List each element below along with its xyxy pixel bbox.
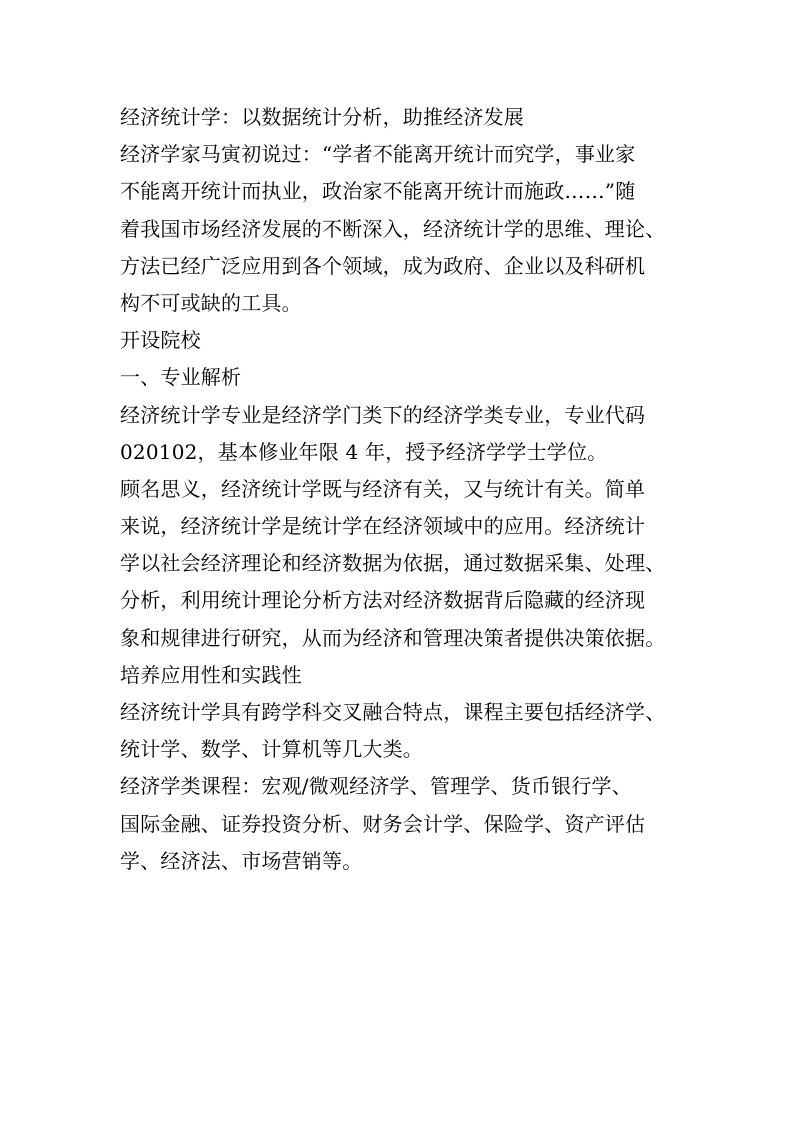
paragraph-line: 020102，基本修业年限 4 年，授予经济学学士学位。 bbox=[120, 439, 608, 464]
document-title: 经济统计学：以数据统计分析，助推经济发展 bbox=[120, 105, 524, 129]
paragraph-line: 象和规律进行研究，从而为经济和管理决策者提供决策依据。 bbox=[120, 625, 666, 650]
paragraph-line: 经济学类课程：宏观/微观经济学、管理学、货币银行学、 bbox=[120, 774, 632, 799]
paragraph-line: 学、经济法、市场营销等。 bbox=[120, 848, 363, 873]
document-page bbox=[120, 99, 680, 880]
paragraph-line: 分析，利用统计理论分析方法对经济数据背后隐藏的经济现 bbox=[120, 588, 646, 613]
paragraph-line: 国际金融、证券投资分析、财务会计学、保险学、资产评估 bbox=[120, 811, 646, 836]
section-heading: 一、专业解析 bbox=[120, 365, 242, 390]
section-heading: 培养应用性和实践性 bbox=[120, 662, 302, 687]
paragraph-line: 着我国市场经济发展的不断深入，经济统计学的思维、理论、 bbox=[120, 216, 666, 241]
section-heading: 开设院校 bbox=[120, 328, 201, 353]
paragraph-line: 经济统计学具有跨学科交叉融合特点，课程主要包括经济学、 bbox=[120, 700, 666, 724]
paragraph-line: 方法已经广泛应用到各个领域，成为政府、企业以及科研机 bbox=[120, 253, 646, 278]
paragraph-line: 经济统计学专业是经济学门类下的经济学类专业，专业代码 bbox=[120, 402, 646, 427]
paragraph-line: 来说，经济统计学是统计学在经济领域中的应用。经济统计 bbox=[120, 514, 646, 539]
paragraph-line: 经济学家马寅初说过：“学者不能离开统计而究学，事业家 bbox=[120, 142, 636, 167]
paragraph-line: 学以社会经济理论和经济数据为依据，通过数据采集、处理、 bbox=[120, 551, 666, 576]
paragraph-line: 顾名思义，经济统计学既与经济有关，又与统计有关。简单 bbox=[120, 476, 646, 501]
paragraph-line: 构不可或缺的工具。 bbox=[120, 290, 302, 315]
paragraph-line: 不能离开统计而执业，政治家不能离开统计而施政……”随 bbox=[120, 179, 636, 204]
paragraph-line: 统计学、数学、计算机等几大类。 bbox=[120, 737, 423, 762]
